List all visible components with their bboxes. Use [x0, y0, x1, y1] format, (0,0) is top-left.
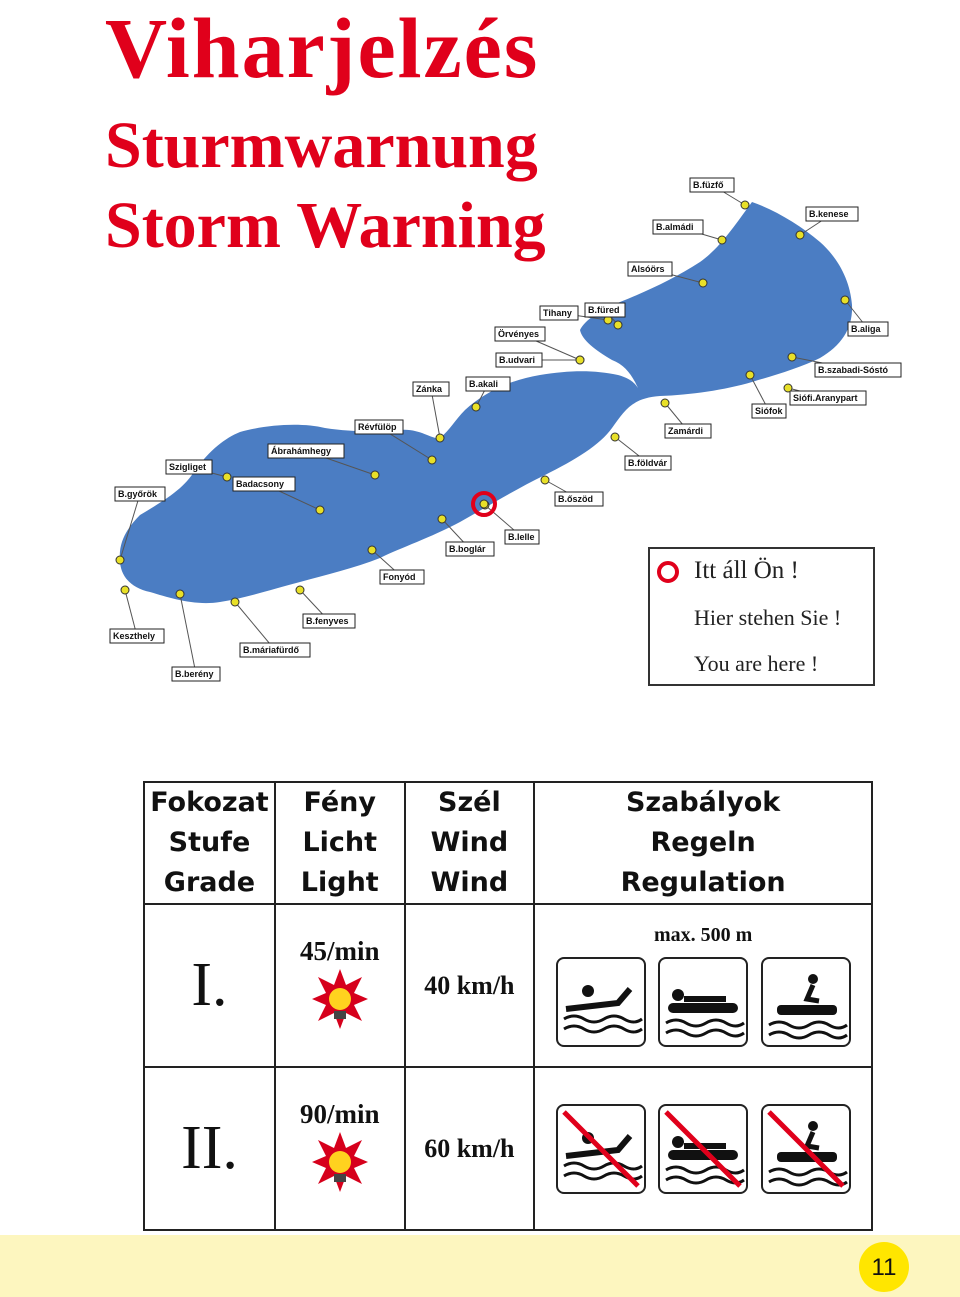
- header-wind-de: Wind: [430, 827, 509, 858]
- map-label-text: B.kenese: [809, 209, 849, 219]
- map-label-text: B.füred: [588, 305, 620, 315]
- harbor-pin: [576, 356, 584, 364]
- map-label-text: Siófok: [755, 406, 783, 416]
- grade-value: II.: [181, 1114, 238, 1182]
- harbor-pin: [784, 384, 792, 392]
- harbor-pin: [231, 598, 239, 606]
- map-location-label: [110, 586, 164, 643]
- you-are-here-icon: [657, 561, 679, 583]
- map-label-text: B.udvari: [499, 355, 536, 365]
- map-label-text: B.földvár: [628, 458, 668, 468]
- table-row: [144, 1067, 872, 1230]
- header-light-en: Light: [300, 867, 379, 898]
- map-location-label: [611, 433, 671, 470]
- wind-speed: 40 km/h: [424, 970, 515, 1000]
- harbor-pin: [788, 353, 796, 361]
- map-label-text: B.máriafürdő: [243, 645, 300, 655]
- table-row: [144, 904, 872, 1067]
- harbor-pin: [796, 231, 804, 239]
- harbor-pin: [699, 279, 707, 287]
- map-location-label: [541, 476, 603, 506]
- grade-value: I.: [191, 951, 228, 1019]
- harbor-pin: [541, 476, 549, 484]
- header-wind: [405, 782, 535, 904]
- header-regulation-de: Regeln: [650, 827, 756, 858]
- map-label-text: B.lelle: [508, 532, 535, 542]
- map-label-text: Tihany: [543, 308, 572, 318]
- header-regulation-hu: Szabályok: [625, 787, 781, 818]
- air-mattress-prohibited-icon: [658, 1104, 748, 1194]
- harbor-pin: [436, 434, 444, 442]
- header-light-hu: Fény: [303, 787, 376, 818]
- legend-german: Hier stehen Sie !: [694, 605, 842, 630]
- harbor-pin: [176, 590, 184, 598]
- light-rate: 90/min: [299, 1098, 380, 1129]
- harbor-pin: [371, 471, 379, 479]
- map-label-text: B.aliga: [851, 324, 881, 334]
- pedal-boat-icon: [761, 957, 851, 1047]
- map-label-text: B.őszöd: [558, 494, 593, 504]
- title-english: Storm Warning: [105, 189, 546, 262]
- light-rate: 45/min: [299, 935, 380, 966]
- header-grade-hu: Fokozat: [150, 787, 269, 818]
- harbor-pin: [472, 403, 480, 411]
- map-label-text: Zánka: [416, 384, 443, 394]
- header-grade-en: Grade: [163, 867, 256, 898]
- page-number: 11: [859, 1242, 909, 1292]
- map-location-label: [496, 353, 584, 367]
- map-location-label: [231, 598, 310, 657]
- map-label-text: B.győrök: [118, 489, 158, 499]
- harbor-pin: [841, 296, 849, 304]
- leader-line: [180, 594, 196, 674]
- map-label-text: Zamárdi: [668, 426, 704, 436]
- air-mattress-icon: [658, 957, 748, 1047]
- map-label-text: Fonyód: [383, 572, 416, 582]
- footer-band: [0, 1235, 960, 1297]
- wind-speed: 60 km/h: [424, 1133, 515, 1163]
- header-grade-de: Stufe: [168, 827, 251, 858]
- harbor-pin: [718, 236, 726, 244]
- swimming-icon: [556, 957, 646, 1047]
- map-label-text: Révfülöp: [358, 422, 397, 432]
- map-location-label: [172, 590, 220, 681]
- title-hungarian: Viharjelzés: [105, 0, 540, 96]
- storm-warning-table: [143, 781, 873, 1231]
- map-label-text: B.boglár: [449, 544, 486, 554]
- harbor-pin: [438, 515, 446, 523]
- map-location-label: [690, 178, 749, 209]
- flashing-light-icon: [310, 1130, 370, 1194]
- header-regulation-en: Regulation: [620, 867, 786, 898]
- legend-hungarian: Itt áll Ön !: [694, 557, 799, 584]
- map-location-label: [296, 586, 355, 628]
- harbor-pin: [428, 456, 436, 464]
- header-grade: [144, 782, 275, 904]
- harbor-pin: [368, 546, 376, 554]
- harbor-pin: [661, 399, 669, 407]
- you-are-here-legend: [648, 547, 875, 686]
- map-label-text: Alsóörs: [631, 264, 665, 274]
- harbor-pin: [296, 586, 304, 594]
- map-label-text: Siófi.Aranypart: [793, 393, 858, 403]
- map-label-text: B.berény: [175, 669, 214, 679]
- header-regulation: [534, 782, 872, 904]
- map-label-text: Keszthely: [113, 631, 156, 641]
- pedal-boat-prohibited-icon: [761, 1104, 851, 1194]
- map-label-text: B.akali: [469, 379, 499, 389]
- map-location-label: [784, 384, 866, 405]
- harbor-pin: [223, 473, 231, 481]
- map-location-label: [661, 399, 711, 438]
- swimming-prohibited-icon: [556, 1104, 646, 1194]
- flashing-light-icon: [310, 967, 370, 1031]
- map-label-text: Örvényes: [498, 329, 540, 339]
- map-location-label: [653, 220, 726, 244]
- harbor-pin: [121, 586, 129, 594]
- harbor-pin: [746, 371, 754, 379]
- map-label-text: B.szabadi-Sóstó: [818, 365, 889, 375]
- title-german: Sturmwarnung: [105, 109, 538, 182]
- map-label-text: B.almádi: [656, 222, 694, 232]
- map-label-text: Badacsony: [236, 479, 285, 489]
- harbor-pin: [614, 321, 622, 329]
- legend-english: You are here !: [694, 651, 819, 676]
- harbor-pin: [316, 506, 324, 514]
- map-location-label: [481, 501, 539, 544]
- harbor-pin: [611, 433, 619, 441]
- harbor-pin: [741, 201, 749, 209]
- header-wind-hu: Szél: [438, 787, 501, 818]
- map-label-text: B.fenyves: [306, 616, 349, 626]
- distance-limit: max. 500 m: [653, 924, 753, 946]
- table-header-row: [144, 782, 872, 904]
- map-location-label: [746, 371, 786, 418]
- map-label-text: B.füzfő: [693, 180, 724, 190]
- harbor-pin: [116, 556, 124, 564]
- map-label-text: Szigliget: [169, 462, 207, 472]
- header-light: [275, 782, 405, 904]
- header-light-de: Licht: [302, 827, 378, 858]
- map-label-text: Ábrahámhegy: [271, 446, 332, 456]
- header-wind-en: Wind: [430, 867, 509, 898]
